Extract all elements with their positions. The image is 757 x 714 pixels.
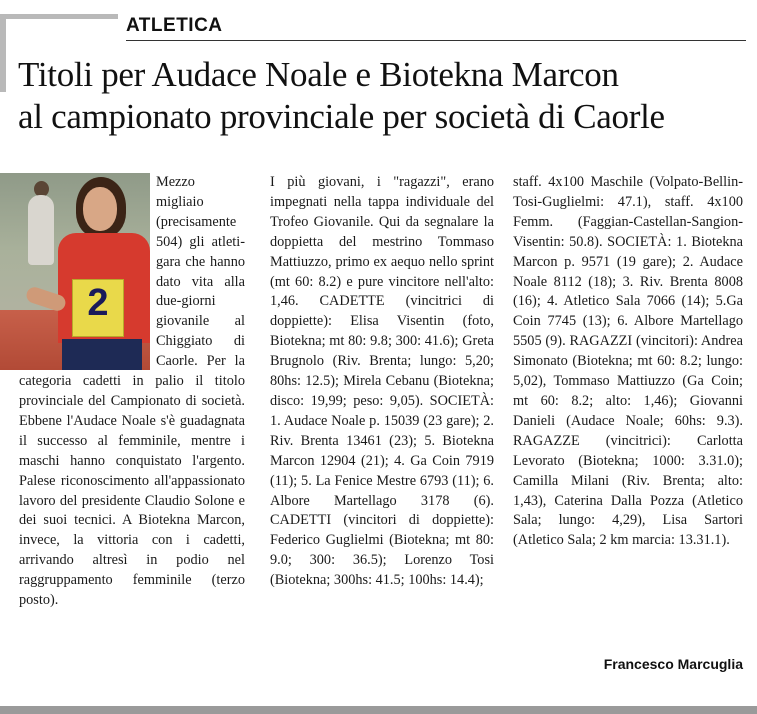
headline-line-1: Titoli per Audace Noale e Biotekna Marcon <box>18 55 619 94</box>
article-text-col1-top <box>19 173 245 611</box>
corner-rule-left <box>0 14 6 92</box>
byline: Francesco Marcuglia <box>603 656 743 672</box>
article-column-3 <box>513 173 743 551</box>
race-bib: 2 <box>72 279 124 337</box>
athlete-photo <box>0 173 150 370</box>
corner-rule-top <box>0 14 118 19</box>
article-column-2 <box>270 173 494 591</box>
article-column-1 <box>19 173 245 611</box>
section-label: ATLETICA <box>126 15 223 36</box>
athlete-face <box>83 187 117 231</box>
article-text-col1-lead: Mezzo migliaio (precisamente 504) gli atleti-gara che hanno dato vita alla due-giorni giovanile al Chiggiato di Caorle. Per la categoria cadetti in palio il titolo provinciale del Campionato di società. Ebbene l'Audace Noale s'è guadagnata il successo al femminile, mentre i maschi hanno conquistato l'argento. <box>19 174 245 469</box>
section-rule <box>126 40 746 41</box>
article-text-col1-rest: Palese riconoscimento all'appassionato lavoro del presidente Claudio Solone e dei suoi tecnici. A Biotekna Marcon, invece, la vittoria con i cadetti, arrivando altresì in podio nel raggruppamento femminile (terzo posto). <box>19 472 245 609</box>
headline <box>18 54 748 138</box>
athlete-shorts <box>62 339 142 370</box>
article-text-col3: staff. 4x100 Maschile (Volpato-Bellin-Tosi-Guglielmi: 47.1), staff. 4x100 Femm. (Faggian-Castellan-Sangion-Visentin: 50.8). SOCIETÀ: 1. Biotekna Marcon p. 9571 (19 gare); 2. Audace Noale 8112 (18); 3. Riv. Brenta 8008 (16); 4. Atletico Sala 7066 (14); 5.Ga Coin 7745 (13); 6. Albore Martellago 5505 (9). RAGAZZI (vincitori): Andrea Simonato (Biotekna; mt 60: 8.2; lungo: 5,02), Tommaso Mattiuzzo (Ga Coin; mt 60: 8.2; alto: 1,46); Giovanni Danieli (Audace Noale; 60hs: 9.3). RAGAZZE (vincitrici): Carlotta Levorato (Biotekna; 1000: 3.31.0); Camilla Milani (Riv. Brenta; alto: 1,43), Caterina Dalla Pozza (Atletico Sala; lungo: 4,29), Lisa Sartori (Atletico Sala; 2 km marcia: 13.31.1). <box>513 174 743 549</box>
article-text-col2: I più giovani, i "ragazzi", erano impegnati nella tappa individuale del Trofeo Giovanile. Qui da segnalare la doppietta del mestrino Tommaso Mattiuzzo, primo ex aequo nello sprint (mt 60: 8.2) e pure vincitore nell'alto: 1,46. CADETTE (vincitrici di doppiette): Elisa Visentin (foto, Biotekna; mt 80: 9.8; 300: 41.6); Greta Brugnolo (Riv. Brenta; lungo: 5,20; 80hs: 12.5); Mirela Cebanu (Biotekna; disco: 19,99; peso: 9,05). SOCIETÀ: 1. Audace Noale p. 15039 (23 gare); 2. Riv. Brenta 13461 (23); 5. Biotekna Marcon 12904 (21); 4. Ga Coin 7919 (11); 5. La Fenice Mestre 6793 (11); 6. Albore Martellago 3178 (6). CADETTI (vincitori di doppiette): Federico Guglielmi (Biotekna; mt 80: 9.0; 300: 36.5); Lorenzo Tosi (Biotekna; 300hs: 41.5; 100hs: 14.4); <box>270 174 494 589</box>
background-runner <box>28 195 54 265</box>
bottom-rule <box>0 706 757 714</box>
headline-line-2: al campionato provinciale per società di Caorle <box>18 97 665 136</box>
